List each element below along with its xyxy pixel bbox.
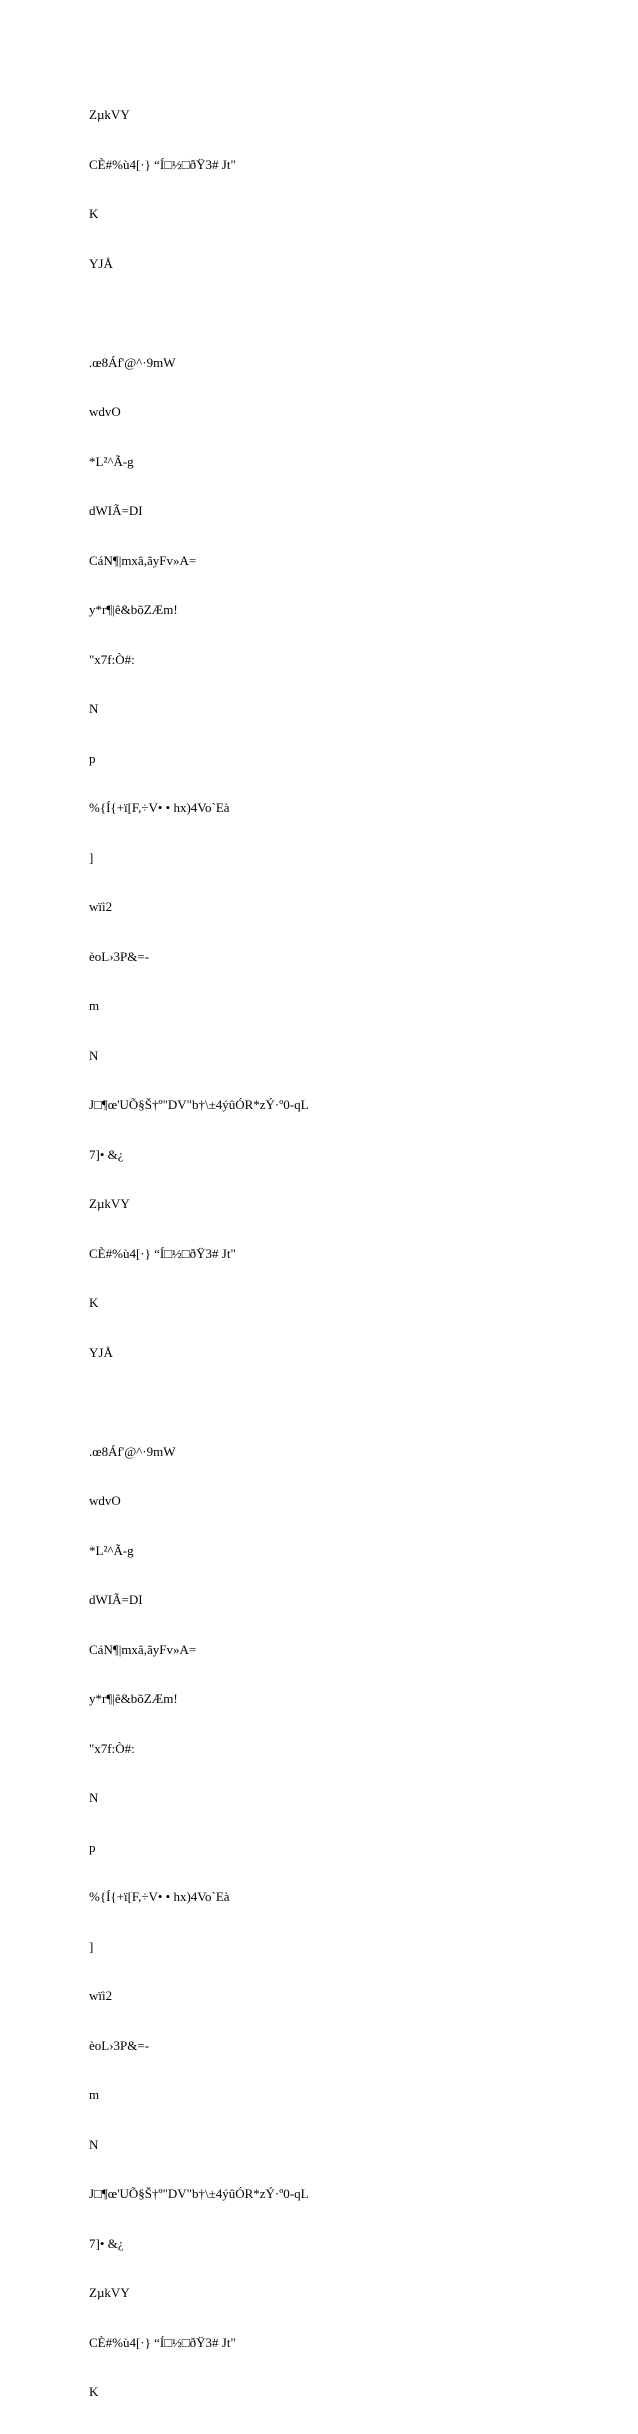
blank-line — [89, 1394, 609, 1411]
text-line: N — [89, 701, 99, 716]
text-line: ZµkVY — [89, 1196, 130, 1211]
text-line: "x7f:Ò#: — [89, 1740, 135, 1756]
text-line: y*r¶|ê&bõZÆm! — [89, 1691, 178, 1706]
text-line: wïì2 — [89, 899, 113, 914]
text-line: 7]• &¿ — [89, 1146, 124, 1162]
text-line: N — [89, 1790, 99, 1805]
text-line: .œ8Áf'@^·9mW — [89, 1443, 176, 1459]
text-line: 7]• &¿ — [89, 2235, 124, 2251]
text-line: %{Í{+ï[F,÷V• • hx)4Vo`Eà — [89, 800, 230, 815]
text-line: wdvO — [89, 1493, 121, 1508]
text-line: YJÅ — [89, 255, 113, 271]
text-line: *L²^Ã-g — [89, 1542, 134, 1558]
text-line: p — [89, 750, 96, 766]
text-line: K — [89, 206, 99, 221]
text-line: YJÅ — [89, 1344, 113, 1360]
text-line: y*r¶|ê&bõZÆm! — [89, 602, 178, 617]
document-text — [89, 74, 609, 2434]
text-line: N — [89, 1047, 99, 1063]
text-line: CÈ#%ù4[·} “Í□½□ðŸ3# Jt" — [89, 156, 236, 172]
text-line: dWIÃ=DI — [89, 503, 143, 518]
text-line: p — [89, 1839, 96, 1855]
text-line: èoL›3P&=- — [89, 948, 150, 964]
text-line: m — [89, 2087, 100, 2102]
text-line: ZµkVY — [89, 2285, 130, 2300]
text-line: ] — [89, 849, 94, 865]
text-line: ] — [89, 1938, 94, 1954]
text-line: m — [89, 998, 100, 1013]
text-line: wïì2 — [89, 1988, 113, 2003]
text-line: CÈ#%ù4[·} “Í□½□ðŸ3# Jt" — [89, 2334, 236, 2350]
text-line: ZµkVY — [89, 107, 130, 122]
text-line: K — [89, 2384, 99, 2399]
text-line: J□¶œ'UÕ§Š†º"DV"b†\±4ýûÓR*zÝ·º0-qL — [89, 1097, 309, 1112]
text-line: CáN¶|mxâ,ãyFv»A= — [89, 552, 197, 568]
text-line: J□¶œ'UÕ§Š†º"DV"b†\±4ýûÓR*zÝ·º0-qL — [89, 2186, 309, 2201]
text-line: dWIÃ=DI — [89, 1592, 143, 1607]
text-line: %{Í{+ï[F,÷V• • hx)4Vo`Eà — [89, 1889, 230, 1904]
text-line: wdvO — [89, 404, 121, 419]
text-line: K — [89, 1295, 99, 1310]
text-line: CÈ#%ù4[·} “Í□½□ðŸ3# Jt" — [89, 1245, 236, 1261]
text-line: *L²^Ã-g — [89, 453, 134, 469]
blank-line — [89, 305, 609, 322]
text-line: .œ8Áf'@^·9mW — [89, 354, 176, 370]
text-line: N — [89, 2136, 99, 2152]
text-line: "x7f:Ò#: — [89, 651, 135, 667]
text-line: CáN¶|mxâ,ãyFv»A= — [89, 1641, 197, 1657]
text-line: èoL›3P&=- — [89, 2037, 150, 2053]
